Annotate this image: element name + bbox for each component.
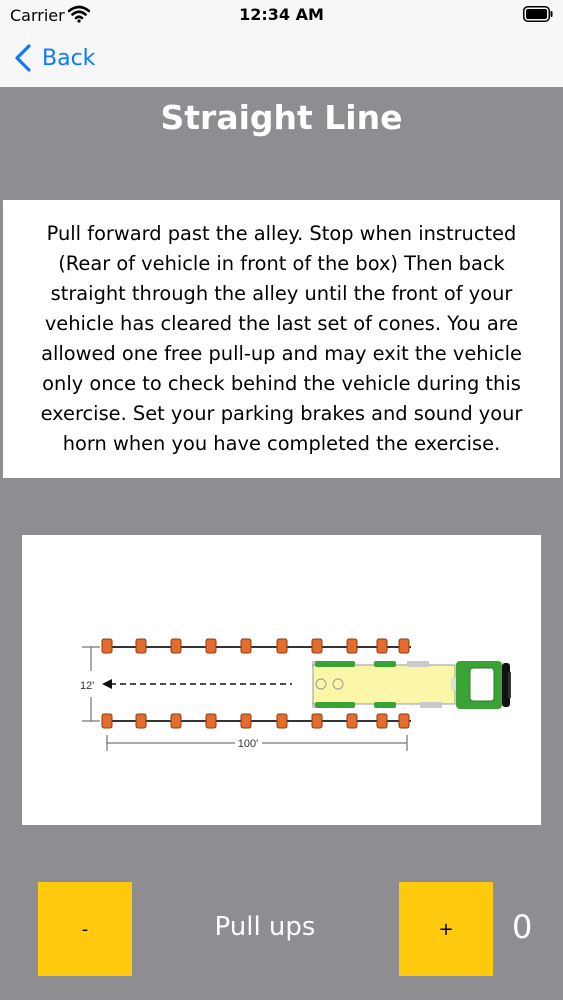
instructions-text: Pull forward past the alley. Stop when instructed (Rear of vehicle in front of the box) Then back straight through the alley until the front of your vehicle has cleared the last set of cones. You are allowed one free pull-up and may exit the vehicle only once to check behind the vehicle during this exercise. Set your parking brakes and sound your horn when you have completed the exercise.	[40, 222, 523, 455]
length-label: 100'	[237, 738, 259, 750]
truck-cab	[451, 661, 511, 709]
straight-line-diagram	[22, 535, 541, 825]
navigation-bar	[0, 30, 563, 87]
page-title: Straight Line	[160, 98, 403, 137]
pullups-label: Pull ups	[214, 912, 316, 942]
plus-button[interactable]: +	[399, 882, 493, 976]
backup-arrowhead	[102, 679, 112, 689]
status-bar	[0, 0, 563, 30]
battery-icon	[523, 6, 553, 22]
instructions-panel	[3, 200, 560, 478]
pullups-count: 0	[512, 908, 533, 946]
minus-button[interactable]: -	[38, 882, 132, 976]
chevron-left-icon	[14, 44, 32, 72]
exercise-diagram	[22, 535, 541, 825]
width-label: 12'	[80, 680, 95, 692]
back-label: Back	[42, 45, 96, 71]
trailer	[312, 661, 455, 708]
carrier-label: Carrier	[10, 6, 65, 25]
status-time: 12:34 AM	[239, 5, 324, 24]
back-button[interactable]	[14, 40, 95, 76]
